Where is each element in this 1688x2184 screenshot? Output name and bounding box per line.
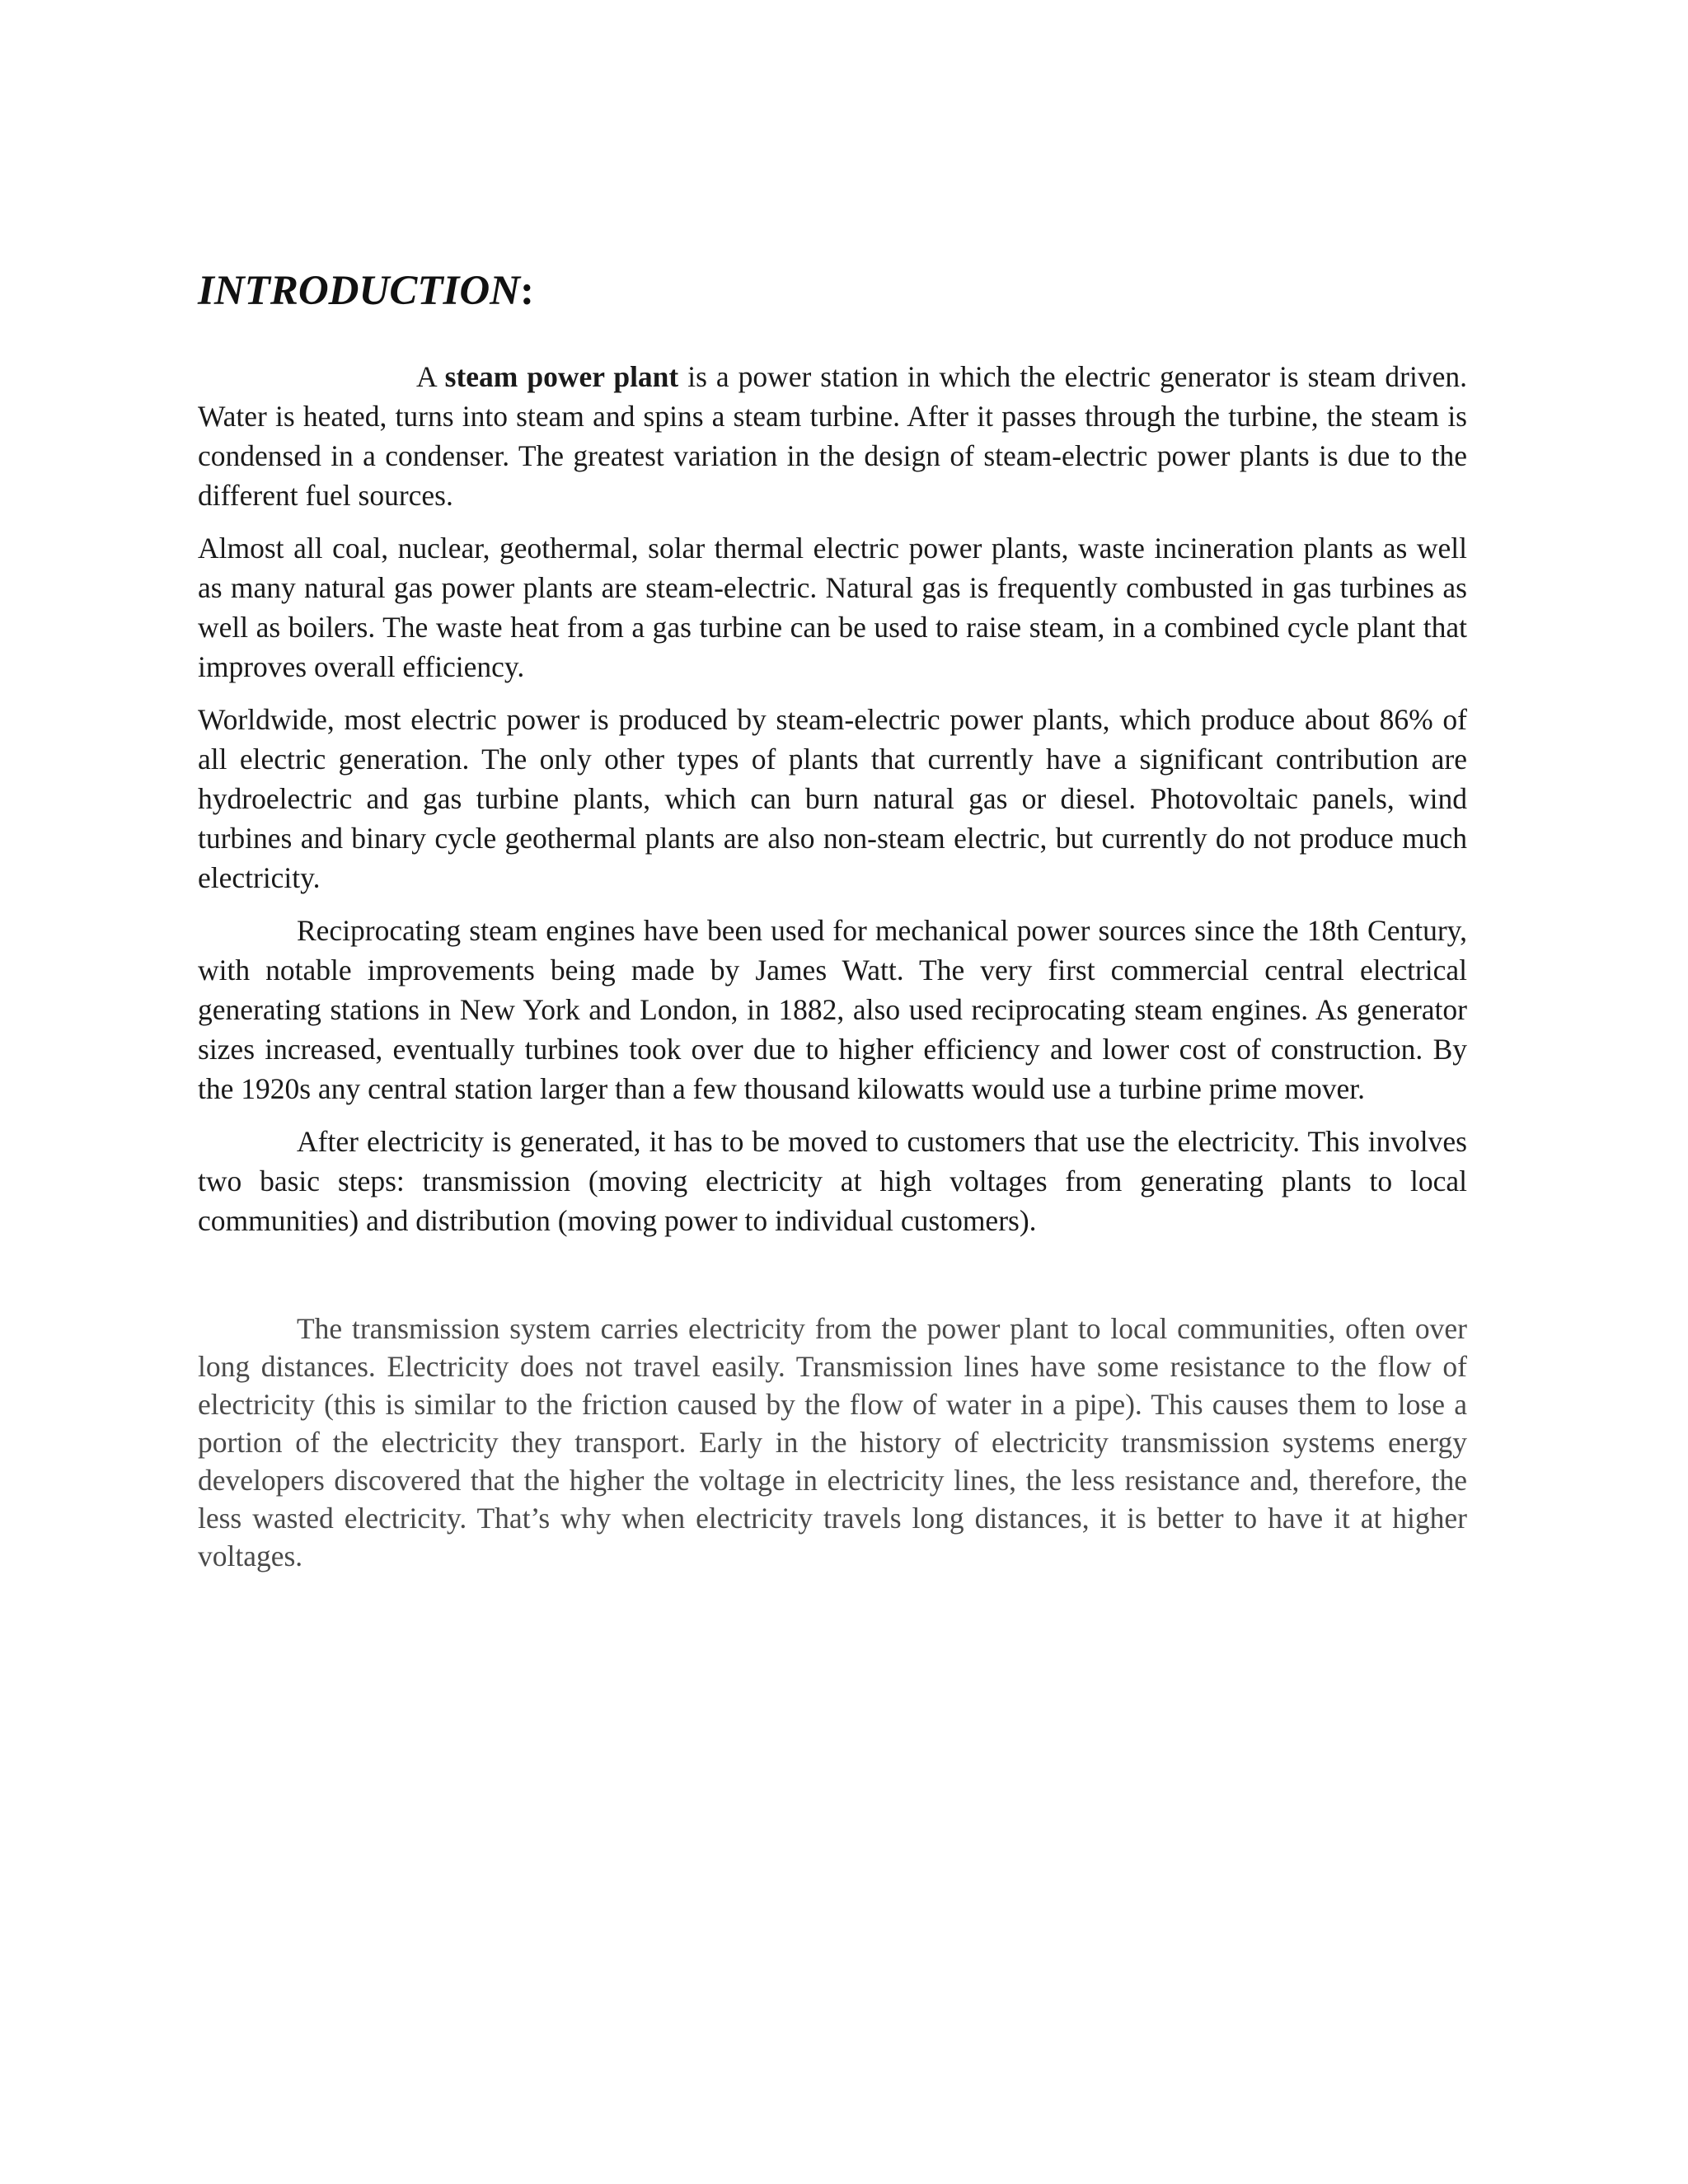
paragraph-reciprocating-engines: Reciprocating steam engines have been used for mechanical power sources since the 18th Century, with notable improvements being made by James Watt. The very first commercial central electrical generating stations in New York and London, in 1882, also used reciprocating steam engines. As generator sizes increased, eventually turbines took over due to higher efficiency and lower cost of construction. By the 1920s any central station larger than a few thousand kilowatts would use a turbine prime mover. xyxy=(198,914,1467,1106)
paragraph-definition-lead: A xyxy=(416,360,445,394)
page-title-colon: : xyxy=(520,268,535,314)
paragraph-steam-electric-plants: Almost all coal, nuclear, geothermal, solar thermal electric power plants, waste incineration plants as well as many natural gas power plants are steam-electric. Natural gas is frequently combusted in gas turbines as well as boilers. The waste heat from a gas turbine can be used to raise steam, in a combined cycle plant that improves overall efficiency. xyxy=(198,532,1467,684)
page-title xyxy=(198,268,1467,314)
document-body xyxy=(198,268,1467,1588)
steam-power-plant-term: steam power plant xyxy=(444,360,679,394)
paragraph-definition-rest: is a power station in which the electric generator is steam driven. Water is heated, turns into steam and spins a steam turbine. After it passes through the turbine, the steam is condensed in a condenser. The greatest variation in the design of steam-electric power plants is due to the different fuel sources. xyxy=(198,360,1467,513)
page-title-text: INTRODUCTION xyxy=(198,268,521,314)
paragraph-worldwide-production: Worldwide, most electric power is produced by steam-electric power plants, which produce about 86% of all electric generation. The only other types of plants that currently have a significant contribution are hydroelectric and gas turbine plants, which can burn natural gas or diesel. Photovoltaic panels, wind turbines and binary cycle geothermal plants are also non-steam electric, but currently do not produce much electricity. xyxy=(198,703,1467,895)
paragraph-definition xyxy=(198,357,1467,515)
paragraph-transmission-system: The transmission system carries electricity from the power plant to local communities, often over long distances. Electricity does not travel easily. Transmission lines have some resistance to the flow of electricity (this is similar to the friction caused by the flow of water in a pipe). This causes them to lose a portion of the electricity they transport. Early in the history of electricity transmission systems energy developers discovered that the higher the voltage in electricity lines, the less resistance and, therefore, the less wasted electricity. That’s why when electricity travels long distances, it is better to have it at higher voltages. xyxy=(198,1312,1467,1573)
paragraph-electricity-delivery: After electricity is generated, it has to be moved to customers that use the electricity. This involves two basic steps: transmission (moving electricity at high voltages from generating plants to local communities) and distribution (moving power to individual customers). xyxy=(198,1125,1467,1238)
